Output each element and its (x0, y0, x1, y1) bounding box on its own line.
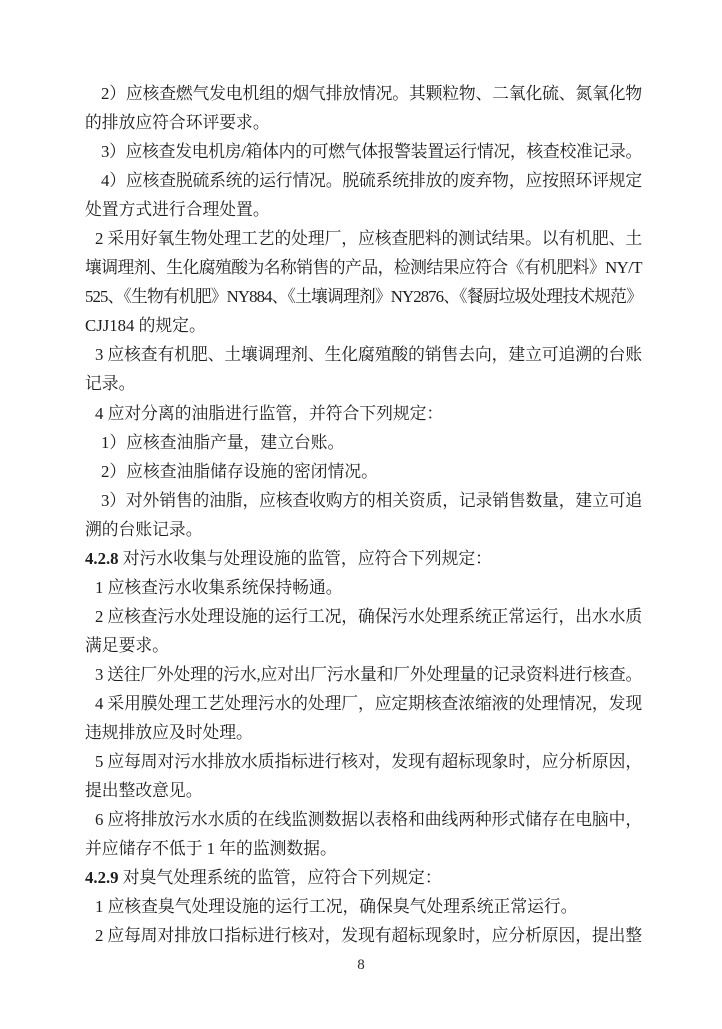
line-text: 525、《生物有机肥》NY884、《土壤调理剂》NY2876、《餐厨垃圾处理技术规范》 (85, 287, 642, 307)
text-line (85, 805, 642, 834)
text-line (85, 399, 642, 428)
text-line (85, 747, 642, 776)
line-text: 1 应核查污水收集系统保持畅通。 (95, 577, 343, 597)
text-line (85, 544, 642, 573)
text-line (85, 631, 642, 660)
text-line (85, 79, 642, 108)
section-number: 4.2.8 (85, 548, 119, 568)
text-line (85, 863, 642, 892)
line-text: 记录。 (85, 374, 136, 394)
text-line (85, 660, 642, 689)
line-text: 5 应每周对污水排放水质指标进行核对，发现有超标现象时，应分析原因， (95, 752, 642, 772)
text-line (85, 602, 642, 631)
text-line (85, 282, 642, 311)
line-text: 2）应核查油脂储存设施的密闭情况。 (101, 461, 378, 481)
line-text: 2 应每周对排放口指标进行核对，发现有超标现象时，应分析原因，提出整 (95, 926, 642, 946)
text-line (85, 195, 642, 224)
line-text: 提出整改意见。 (85, 781, 203, 801)
line-text: 并应储存不低于 1 年的监测数据。 (85, 839, 337, 859)
line-text: 违规排放应及时处理。 (85, 723, 253, 743)
text-line (85, 486, 642, 515)
line-text: 2 应核查污水处理设施的运行工况，确保污水处理系统正常运行，出水水质 (95, 606, 642, 626)
line-text: 3 送往厂外处理的污水,应对出厂污水量和厂外处理量的记录资料进行核查。 (95, 664, 642, 684)
line-text: 1）应核查油脂产量，建立台账。 (101, 432, 345, 452)
line-text: CJJ184 的规定。 (85, 316, 206, 336)
text-line (85, 573, 642, 602)
line-text: 满足要求。 (85, 635, 169, 655)
text-line (85, 369, 642, 398)
line-text: 2 采用好氧生物处理工艺的处理厂，应核查肥料的测试结果。以有机肥、土 (95, 229, 642, 249)
line-text: 4 应对分离的油脂进行监管，并符合下列规定： (95, 403, 444, 423)
line-text: 1 应核查臭气处理设施的运行工况，确保臭气处理系统正常运行。 (95, 897, 578, 917)
text-line (85, 921, 642, 950)
line-text: 4）应核查脱硫系统的运行情况。脱硫系统排放的废弃物，应按照环评规定 (101, 171, 642, 191)
line-text: 3）对外销售的油脂，应核查收购方的相关资质，记录销售数量，建立可追 (101, 490, 642, 510)
text-line (85, 253, 642, 282)
text-line (85, 137, 642, 166)
line-text: 对污水收集与处理设施的监管，应符合下列规定： (118, 548, 492, 568)
text-block (85, 79, 642, 950)
line-text: 6 应将排放污水水质的在线监测数据以表格和曲线两种形式储存在电脑中， (95, 810, 642, 830)
line-text: 3 应核查有机肥、土壤调理剂、生化腐殖酸的销售去向，建立可追溯的台账 (95, 345, 642, 365)
text-line (85, 428, 642, 457)
page-number: 8 (357, 957, 365, 973)
line-text: 处置方式进行合理处置。 (85, 200, 270, 220)
text-line (85, 340, 642, 369)
line-text: 4 采用膜处理工艺处理污水的处理厂，应定期核查浓缩液的处理情况，发现 (95, 693, 642, 713)
line-text: 溯的台账记录。 (85, 519, 203, 539)
text-line (85, 776, 642, 805)
text-line (85, 689, 642, 718)
section-number: 4.2.9 (85, 868, 119, 888)
text-line (85, 892, 642, 921)
text-line (85, 457, 642, 486)
text-line (85, 224, 642, 253)
line-text: 壤调理剂、生化腐殖酸为名称销售的产品，检测结果应符合《有机肥料》NY/T (85, 258, 642, 278)
text-line (85, 108, 642, 137)
text-line (85, 311, 642, 340)
text-line (85, 515, 642, 544)
text-line (85, 166, 642, 195)
line-text: 3）应核查发电机房/箱体内的可燃气体报警装置运行情况，核查校准记录。 (101, 142, 642, 162)
text-line (85, 718, 642, 747)
line-text: 的排放应符合环评要求。 (85, 113, 270, 133)
line-text: 对臭气处理系统的监管，应符合下列规定： (118, 868, 442, 888)
line-text: 2）应核查燃气发电机组的烟气排放情况。其颗粒物、二氧化硫、氮氧化物 (101, 84, 642, 103)
text-line (85, 834, 642, 863)
